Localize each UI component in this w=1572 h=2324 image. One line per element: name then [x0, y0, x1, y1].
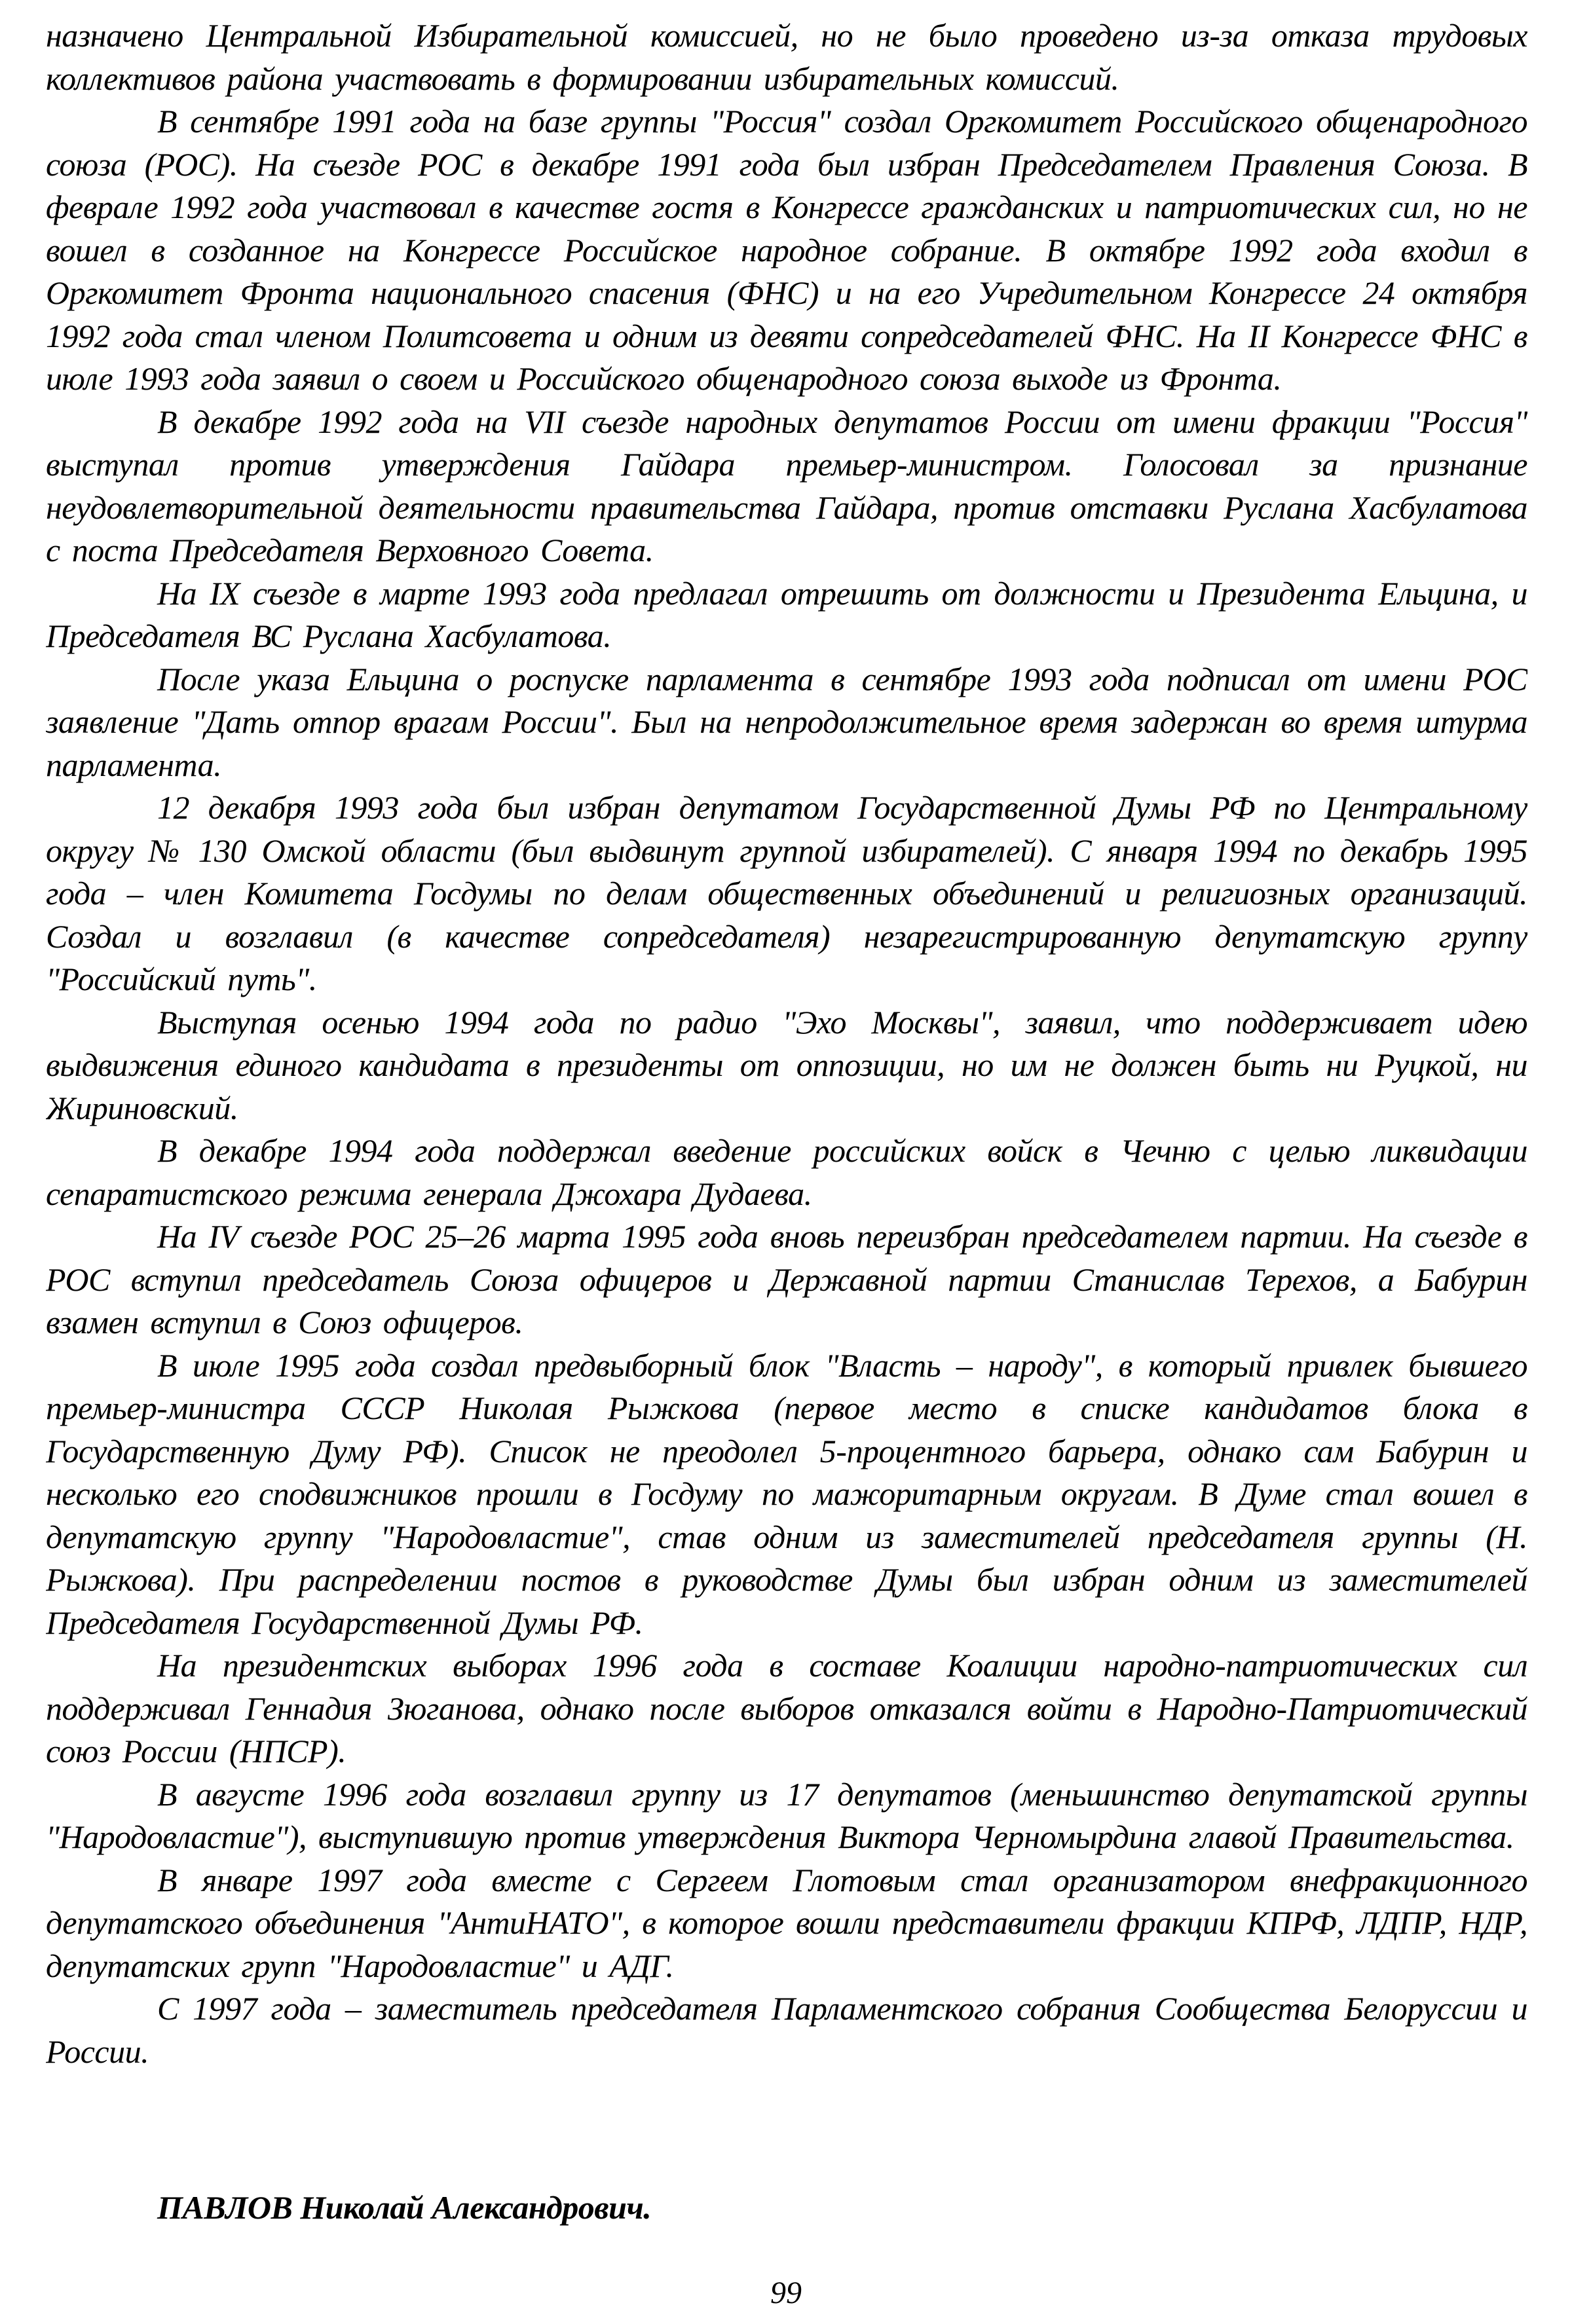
- page-number: 99: [770, 2276, 802, 2310]
- section-heading: ПАВЛОВ Николай Александрович.: [157, 2189, 652, 2226]
- paragraph: На президентских выборах 1996 года в составе Коалиции народно-патриотических сил поддерживал Геннадия Зюганова, однако после выборов отказался войти в Народно-Патриотический союз России (НПСР).: [46, 1647, 1527, 1769]
- paragraph: В сентябре 1991 года на базе группы "Россия" создал Оргкомитет Российского общенародного союза (РОС). На съезде РОС в декабре 1991 года был избран Председателем Правления Союза. В феврале 1992 года участвовал в качестве гостя в Конгрессе гражданских и патриотических сил, но не вошел в созданное на Конгрессе Российское народное собрание. В октябре 1992 года входил в Оргкомитет Фронта национального спасения (ФНС) и на его Учредительном Конгрессе 24 октября 1992 года стал членом Политсовета и одним из девяти сопредседателей ФНС. На II Конгрессе ФНС в июле 1993 года заявил о своем и Российского общенародного союза выходе из Фронта.: [46, 103, 1527, 397]
- paragraph: назначено Центральной Избирательной комиссией, но не было проведено из-за отказа трудовых коллективов района участвовать в формировании избирательных комиссий.: [46, 17, 1527, 97]
- paragraph: В декабре 1992 года на VII съезде народных депутатов России от имени фракции "Россия" выступал против утверждения Гайдара премьер-министром. Голосовал за признание неудовлетворительной деятельности правительства Гайдара, против отставки Руслана Хасбулатова с поста Председателя Верховного Совета.: [46, 403, 1527, 568]
- paragraph: В июле 1995 года создал предвыборный блок "Власть – народу", в который привлек бывшего премьер-министра СССР Николая Рыжкова (первое место в списке кандидатов блока в Государственную Думу РФ). Список не преодолел 5-процентного барьера, однако сам Бабурин и несколько его сподвижников прошли в Госдуму по мажоритарным округам. В Думе стал вошел в депутатскую группу "Народовластие", став одним из заместителей председателя группы (Н. Рыжкова). При распределении постов в руководстве Думы был избран одним из заместителей Председателя Государственной Думы РФ.: [46, 1346, 1527, 1641]
- paragraph: С 1997 года – заместитель председателя Парламентского собрания Сообщества Белоруссии и России.: [46, 1990, 1527, 2070]
- paragraph: В августе 1996 года возглавил группу из 17 депутатов (меньшинство депутатской группы "Народовластие"), выступившую против утверждения Виктора Черномырдина главой Правительства.: [46, 1775, 1527, 1855]
- paragraph: В январе 1997 года вместе с Сергеем Глотовым стал организатором внефракционного депутатского объединения "АнтиНАТО", в которое вошли представители фракции КПРФ, ЛДПР, НДР, депутатских групп "Народовластие" и АДГ.: [46, 1861, 1527, 1984]
- paragraph: После указа Ельцина о роспуске парламента в сентябре 1993 года подписал от имени РОС заявление "Дать отпор врагам России". Был на непродолжительное время задержан во время штурма парламента.: [46, 660, 1527, 783]
- paragraph: Выступая осенью 1994 года по радио "Эхо Москвы", заявил, что поддерживает идею выдвижения единого кандидата в президенты от оппозиции, но им не должен быть ни Руцкой, ни Жириновский.: [46, 1003, 1527, 1126]
- body-text: [46, 14, 1527, 2166]
- paragraph: На IV съезде РОС 25–26 марта 1995 года вновь переизбран председателем партии. На съезде в РОС вступил председатель Союза офицеров и Державной партии Станислав Терехов, а Бабурин взамен вступил в Союз офицеров.: [46, 1218, 1527, 1340]
- paragraph: В декабре 1994 года поддержал введение российских войск в Чечню с целью ликвидации сепаратистского режима генерала Джохара Дудаева.: [46, 1132, 1527, 1212]
- paragraph: 12 декабря 1993 года был избран депутатом Государственной Думы РФ по Центральному округу № 130 Омской области (был выдвинут группой избирателей). С января 1994 по декабрь 1995 года – член Комитета Госдумы по делам общественных объединений и религиозных организаций. Создал и возглавил (в качестве сопредседателя) незарегистрированную депутатскую группу "Российский путь".: [46, 789, 1527, 997]
- paragraph: На IX съезде в марте 1993 года предлагал отрешить от должности и Президента Ельцина, и Председателя ВС Руслана Хасбулатова.: [46, 574, 1527, 654]
